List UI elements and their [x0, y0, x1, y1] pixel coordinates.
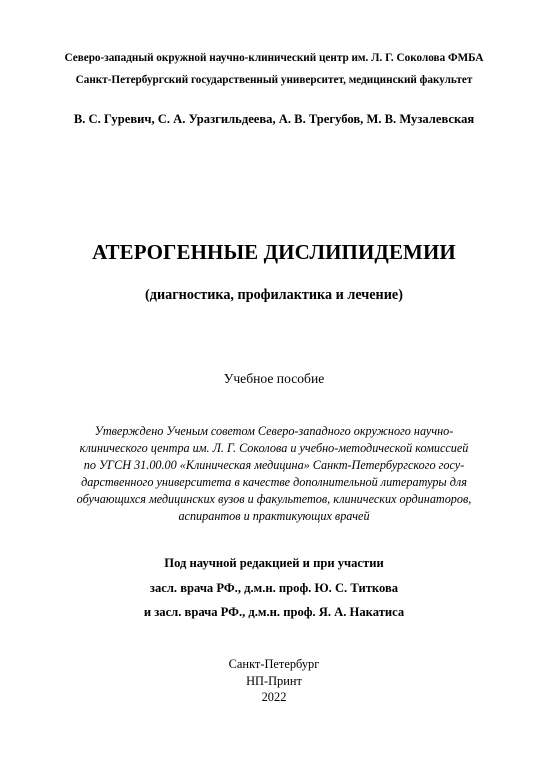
approval-line: по УГСН 31.00.00 «Клиническая медицина» Санкт-Петербургского госу-: [83, 458, 465, 472]
editors-line: и засл. врача РФ., д.м.н. проф. Я. А. Накатиса: [143, 605, 405, 619]
institution-line-1: Северо-западный окружной научно-клинический центр им. Л. Г. Соколова ФМБА: [64, 52, 484, 64]
approval-line: клинического центра им. Л. Г. Соколова и учебно-методической комиссией: [79, 441, 469, 455]
approval-line: обучающихся медицинских вузов и факультетов, клинических ординаторов,: [76, 492, 472, 506]
imprint-year: 2022: [261, 690, 287, 704]
institution-line-2: Санкт-Петербургский государственный университет, медицинский факультет: [75, 74, 473, 86]
approval-line: аспирантов и практикующих врачей: [178, 509, 370, 523]
approval-line: дарственного университета в качестве дополнительной литературы для: [81, 475, 467, 489]
approval-line: Утверждено Ученым советом Северо-западного окружного научно-: [94, 424, 454, 438]
imprint-city: Санкт-Петербург: [228, 657, 320, 671]
document-type: Учебное пособие: [223, 371, 325, 386]
editors-line: Под научной редакцией и при участии: [164, 556, 384, 570]
editors-line: засл. врача РФ., д.м.н. проф. Ю. С. Титкова: [149, 581, 399, 595]
book-title: АТЕРОГЕННЫЕ ДИСЛИПИДЕМИИ: [92, 240, 456, 264]
book-subtitle: (диагностика, профилактика и лечение): [145, 287, 403, 303]
imprint-publisher: НП-Принт: [246, 674, 302, 688]
authors: В. С. Гуревич, С. А. Уразгильдеева, А. В. Трегубов, М. В. Музалевская: [73, 112, 475, 126]
